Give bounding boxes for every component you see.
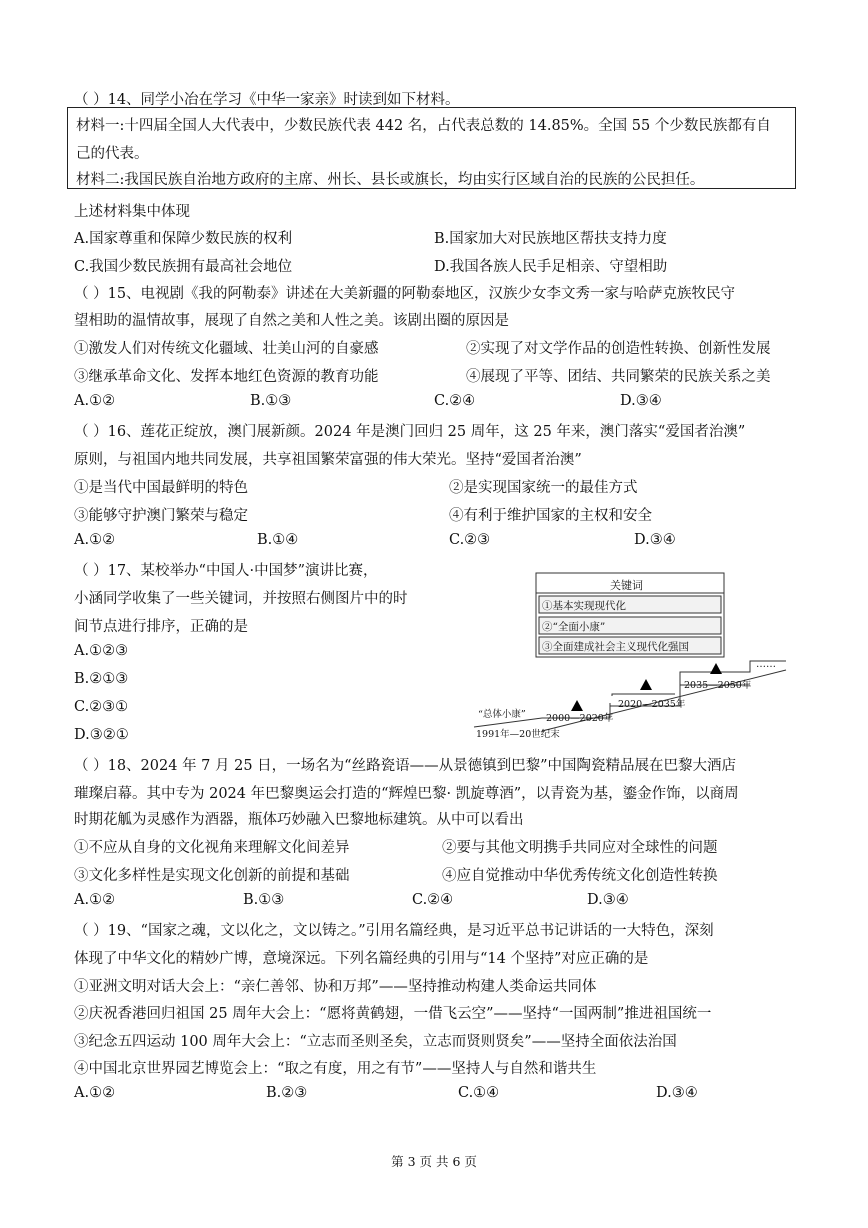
q14-material1-line2: 己的代表。 xyxy=(76,146,149,162)
q15-option-c: C.②④ xyxy=(434,393,476,409)
q17-stem-line3: 间节点进行排序，正确的是 xyxy=(74,619,248,635)
q19-statement-1: ①亚洲文明对话大会上：“亲仁善邻、协和万邦”——坚持推动构建人类命运共同体 xyxy=(74,979,597,995)
q19-option-c: C.①④ xyxy=(458,1085,500,1101)
q15-stem-line1: （ ）15、电视剧《我的阿勒泰》讲述在大美新疆的阿勒泰地区，汉族少女李文秀一家与哈萨克族牧民守 xyxy=(74,286,736,302)
q14-option-b: B.国家加大对民族地区帮扶支持力度 xyxy=(434,231,667,247)
q18-statement-4: ④应自觉推动中华优秀传统文化创造性转换 xyxy=(442,868,718,884)
q19-stem-line2: 体现了中华文化的精妙广博，意境深远。下列名篇经典的引用与“14 个坚持”对应正确的是 xyxy=(74,951,649,967)
page-footer: 第 3 页 共 6 页 xyxy=(391,1154,477,1169)
q17-option-c: C.②③① xyxy=(74,699,129,715)
q17-step2-period: 2020—2035年 xyxy=(618,699,686,710)
q15-statement-1: ①激发人们对传统文化疆域、壮美山河的自豪感 xyxy=(74,341,379,357)
q18-stem-line1: （ ）18、2024 年 7 月 25 日，一场名为“丝路瓷语——从景德镇到巴黎”中国陶瓷精品展在巴黎大酒店 xyxy=(74,758,737,774)
q17-step0-period: 1991年—20世纪末 xyxy=(476,729,560,740)
q18-option-d: D.③④ xyxy=(587,892,629,908)
q17-timeline-diagram xyxy=(470,570,790,740)
q18-stem-line3: 时期花觚为灵感作为酒器，瓶体巧妙融入巴黎地标建筑。从中可以看出 xyxy=(74,812,524,828)
q18-option-c: C.②④ xyxy=(412,892,454,908)
q18-statement-3: ③文化多样性是实现文化创新的前提和基础 xyxy=(74,868,350,884)
q18-statement-2: ②要与其他文明携手共同应对全球性的问题 xyxy=(442,840,718,856)
q17-stem-line2: 小涵同学收集了一些关键词，并按照右侧图片中的时 xyxy=(74,591,408,607)
q19-option-b: B.②③ xyxy=(266,1085,308,1101)
q16-statement-3: ③能够守护澳门繁荣与稳定 xyxy=(74,508,248,524)
q15-stem-line2: 望相助的温情故事，展现了自然之美和人性之美。该剧出圈的原因是 xyxy=(74,313,509,329)
q14-material2: 材料二:我国民族自治地方政府的主席、州长、县长或旗长，均由实行区域自治的民族的公民担任。 xyxy=(76,172,705,188)
q15-statement-4: ④展现了平等、团结、共同繁荣的民族关系之美 xyxy=(466,369,771,385)
q17-stem-line1: （ ）17、某校举办“中国人·中国梦”演讲比赛， xyxy=(74,563,378,579)
q15-statement-3: ③继承革命文化、发挥本地红色资源的教育功能 xyxy=(74,369,379,385)
q15-option-a: A.①② xyxy=(74,393,116,409)
q16-stem-line2: 原则，与祖国内地共同发展，共享祖国繁荣富强的伟大荣光。坚持“爱国者治澳” xyxy=(74,452,582,468)
q18-statement-1: ①不应从自身的文化视角来理解文化间差异 xyxy=(74,840,350,856)
q17-step3-period: 2035—2050年 xyxy=(684,680,752,691)
q14-option-a: A.国家尊重和保障少数民族的权利 xyxy=(74,231,293,247)
q14-lead: 上述材料集中体现 xyxy=(74,204,190,220)
q17-keyword-1: ①基本实现现代化 xyxy=(542,600,626,612)
q18-option-b: B.①③ xyxy=(243,892,285,908)
q19-statement-3: ③纪念五四运动 100 周年大会上：“立志而圣则圣矣，立志而贤则贤矣”——坚持全面依法治国 xyxy=(74,1034,677,1050)
q17-step1-period: 2000—2020年 xyxy=(546,713,614,724)
q17-continuation-dots: …… xyxy=(756,659,776,670)
q17-keyword-3: ③全面建成社会主义现代化强国 xyxy=(542,641,689,653)
q16-option-d: D.③④ xyxy=(634,532,676,548)
q16-stem-line1: （ ）16、莲花正绽放，澳门展新颜。2024 年是澳门回归 25 周年，这 25 年来，澳门落实“爱国者治澳” xyxy=(74,424,746,440)
q15-statement-2: ②实现了对文学作品的创造性转换、创新性发展 xyxy=(466,341,771,357)
q17-option-b: B.②①③ xyxy=(74,671,129,687)
q17-option-a: A.①②③ xyxy=(74,643,129,659)
q16-option-b: B.①④ xyxy=(257,532,299,548)
q15-option-d: D.③④ xyxy=(620,393,662,409)
q18-option-a: A.①② xyxy=(74,892,116,908)
q16-option-c: C.②③ xyxy=(449,532,491,548)
q17-keywords-title: 关键词 xyxy=(610,579,643,592)
q19-statement-2: ②庆祝香港回归祖国 25 周年大会上：“愿将黄鹤翅，一借飞云空”——坚持“一国两制”推进祖国统一 xyxy=(74,1006,712,1022)
triangle-marker-2050 xyxy=(710,663,722,674)
q15-option-b: B.①③ xyxy=(250,393,292,409)
q19-statement-4: ④中国北京世界园艺博览会上：“取之有度，用之有节”——坚持人与自然和谐共生 xyxy=(74,1061,597,1077)
q17-keyword-2: ②“全面小康” xyxy=(542,621,606,633)
q19-option-a: A.①② xyxy=(74,1085,116,1101)
q14-material-box xyxy=(67,107,796,189)
q14-material1-line1: 材料一:十四届全国人大代表中，少数民族代表 442 名，占代表总数的 14.85%。全国 55 个少数民族都有自 xyxy=(76,118,771,134)
q14-option-d: D.我国各族人民手足相亲、守望相助 xyxy=(434,259,668,275)
q17-option-d: D.③②① xyxy=(74,727,129,743)
q19-option-d: D.③④ xyxy=(656,1085,698,1101)
q14-option-c: C.我国少数民族拥有最高社会地位 xyxy=(74,259,293,275)
triangle-marker-2035 xyxy=(640,679,652,690)
q14-stem: （ ）14、同学小冶在学习《中华一家亲》时读到如下材料。 xyxy=(74,92,460,108)
q16-option-a: A.①② xyxy=(74,532,116,548)
q17-step0-label: “总体小康” xyxy=(478,709,526,720)
q16-statement-4: ④有利于维护国家的主权和安全 xyxy=(449,508,652,524)
q16-statement-1: ①是当代中国最鲜明的特色 xyxy=(74,480,248,496)
q19-stem-line1: （ ）19、“国家之魂，文以化之，文以铸之。”引用名篇经典，是习近平总书记讲话的一大特色，深刻 xyxy=(74,923,714,939)
q16-statement-2: ②是实现国家统一的最佳方式 xyxy=(449,480,638,496)
q18-stem-line2: 璀璨启幕。其中专为 2024 年巴黎奥运会打造的“辉煌巴黎· 凯旋尊酒”，以青瓷为基，鎏金作饰，以商周 xyxy=(74,786,739,802)
